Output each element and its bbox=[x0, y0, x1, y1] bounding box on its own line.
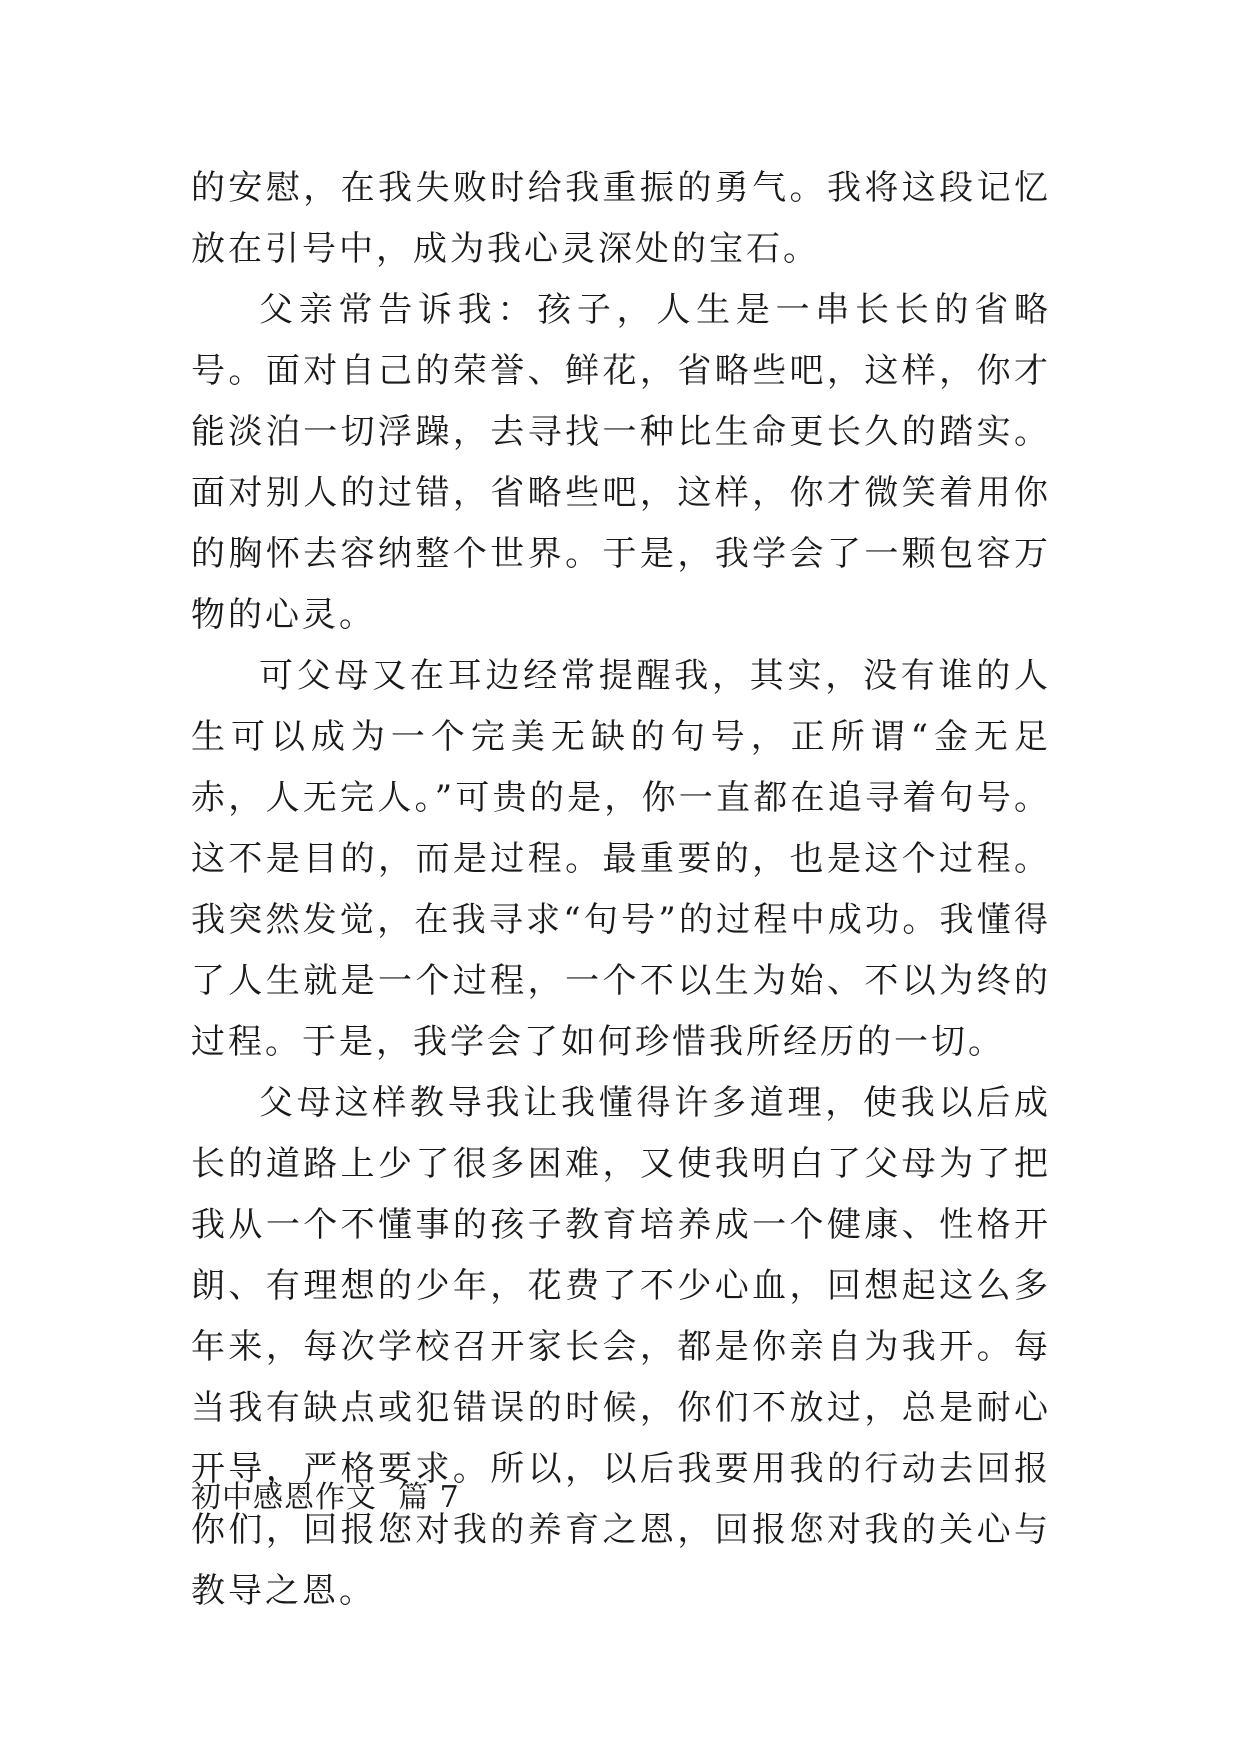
paragraph-full-stop: 可父母又在耳边经常提醒我，其实，没有谁的人生可以成为一个完美无缺的句号，正所谓“金无足赤，人无完人。”可贵的是，你一直都在追寻着句号。这不是目的，而是过程。最重要的，也是这个过程。我突然发觉，在我寻求“句号”的过程中成功。我懂得了人生就是一个过程，一个不以生为始、不以为终的过程。于是，我学会了如何珍惜我所经历的一切。 bbox=[191, 656, 1051, 1062]
section-heading: 初中感恩作文 篇 7 bbox=[191, 1480, 460, 1515]
essay-body bbox=[191, 158, 1051, 1622]
paragraph-continuation: 的安慰，在我失败时给我重振的勇气。我将这段记忆放在引号中，成为我心灵深处的宝石。 bbox=[191, 168, 1051, 269]
paragraph-gratitude: 父母这样教导我让我懂得许多道理，使我以后成长的道路上少了很多困难，又使我明白了父母为了把我从一个不懂事的孩子教育培养成一个健康、性格开朗、有理想的少年，花费了不少心血，回想起这么多年来，每次学校召开家长会，都是你亲自为我开。每当我有缺点或犯错误的时候，你们不放过，总是耐心开导，严格要求。所以，以后我要用我的行动去回报你们，回报您对我的养育之恩，回报您对我的关心与教导之恩。 bbox=[191, 1083, 1051, 1611]
paragraph-ellipsis: 父亲常告诉我：孩子，人生是一串长长的省略号。面对自己的荣誉、鲜花，省略些吧，这样，你才能淡泊一切浮躁，去寻找一种比生命更长久的踏实。面对别人的过错，省略些吧，这样，你才微笑着用你的胸怀去容纳整个世界。于是，我学会了一颗包容万物的心灵。 bbox=[191, 290, 1051, 635]
